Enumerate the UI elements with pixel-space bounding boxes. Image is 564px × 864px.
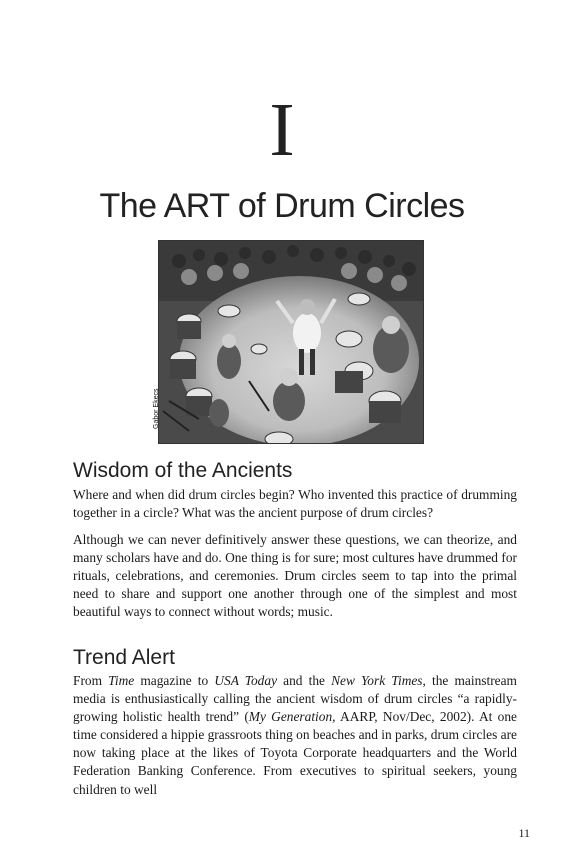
chapter-number: I — [269, 88, 295, 172]
drum-circle-photo — [158, 240, 424, 444]
page-number: 11 — [518, 826, 530, 840]
publication-name: USA Today — [214, 673, 278, 688]
photo-credit: Gabor Ekecs — [153, 388, 160, 429]
text-run: , AARP, Nov/Dec, 2002). At one time considered a hippie grassroots thing on beaches and in parks, drum circles are now taking place at the likes of Toyota Corporate headquarters and the World Federation Banking Conference. From executives to spiritual seekers, young children to well — [73, 709, 517, 797]
publication-name: Time — [108, 673, 135, 688]
section-heading-wisdom: Wisdom of the Ancients — [73, 459, 293, 482]
photo-drum-circle-icon — [159, 241, 423, 443]
paragraph: Although we can never definitively answer these questions, we can theorize, and many scholars have and do. One thing is for sure; most cultures have drummed for rituals, celebrations, and ceremonies. Drum circles seem to tap into the primal need to share and support one another through one of the simplest and most beautiful ways to connect without words; music. — [73, 532, 517, 620]
text-run: , the mainstream media is enthusiastically calling the ancient wisdom of drum circles “a rapidly-growing holistic health trend” ( — [73, 673, 517, 725]
section-heading-trend-alert: Trend Alert — [73, 646, 175, 669]
chapter-title: The ART of Drum Circles — [99, 187, 465, 225]
text-run: and the — [277, 673, 332, 688]
paragraph: Where and when did drum circles begin? Who invented this practice of drumming together in a circle? What was the ancient purpose of drum circles? — [73, 487, 517, 521]
text-run: From — [73, 673, 109, 688]
publication-name: New York Times — [331, 673, 423, 688]
paragraph — [73, 672, 517, 799]
text-run: magazine to — [134, 673, 215, 688]
publication-name: My Generation — [248, 709, 333, 725]
